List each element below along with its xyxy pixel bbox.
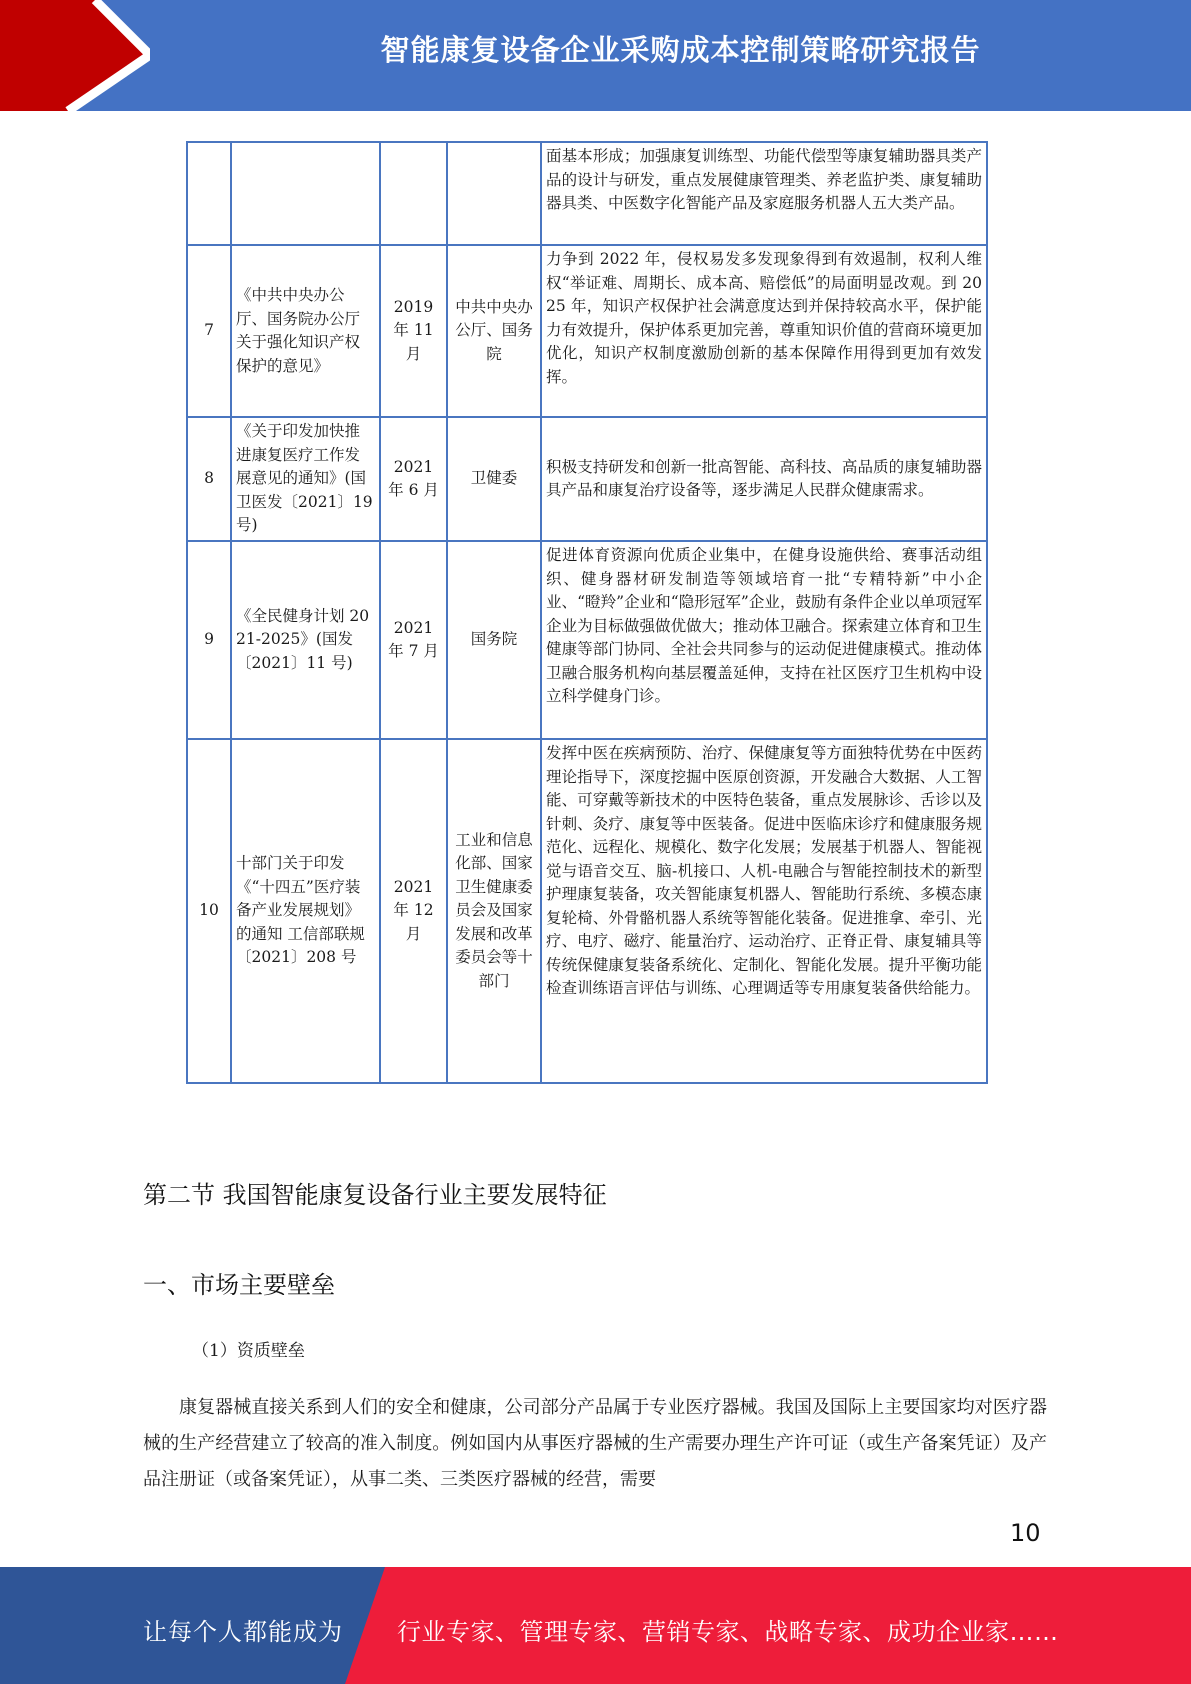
policy-content: 积极支持研发和创新一批高智能、高科技、高品质的康复辅助器具产品和康复治疗设备等，逐步满足人民群众健康需求。 (541, 417, 987, 541)
policy-name: 《全民健身计划 2021-2025》(国发〔2021〕11 号) (231, 541, 380, 739)
body-paragraph: 康复器械直接关系到人们的安全和健康，公司部分产品属于专业医疗器械。我国及国际上主要国家均对医疗器械的生产经营建立了较高的准入制度。例如国内从事医疗器械的生产需要办理生产许可证（或生产备案凭证）及产品注册证（或备案凭证），从事二类、三类医疗器械的经营，需要 (143, 1397, 1047, 1490)
footer-slogan-right: 行业专家、管理专家、营销专家、战略专家、成功企业家…… (397, 1618, 1059, 1646)
issuing-department: 中共中央办公厅、国务院 (447, 245, 541, 417)
issuing-department: 卫健委 (447, 417, 541, 541)
policy-name: 《中共中央办公厅、国务院办公厅关于强化知识产权保护的意见》 (231, 245, 380, 417)
page-number: 10 (1010, 1519, 1041, 1547)
policy-name: 《关于印发加快推进康复医疗工作发展意见的通知》(国卫医发〔2021〕19 号) (231, 417, 380, 541)
issuing-department: 国务院 (447, 541, 541, 739)
row-number: 7 (187, 245, 231, 417)
row-number (187, 142, 231, 245)
issue-date (380, 142, 447, 245)
table-row (187, 142, 987, 245)
table-row (187, 541, 987, 739)
item-heading: （1）资质壁垒 (192, 1341, 305, 1361)
issue-date: 2021 年 12 月 (380, 739, 447, 1083)
issue-date: 2021 年 7 月 (380, 541, 447, 739)
issuing-department (447, 142, 541, 245)
table-row (187, 739, 987, 1083)
policy-name (231, 142, 380, 245)
subsection-title: 一、市场主要壁垒 (143, 1271, 335, 1299)
row-number: 10 (187, 739, 231, 1083)
issuing-department: 工业和信息化部、国家卫生健康委员会及国家发展和改革委员会等十部门 (447, 739, 541, 1083)
table-row (187, 245, 987, 417)
policy-content: 促进体育资源向优质企业集中，在健身设施供给、赛事活动组织、健身器材研发制造等领域培育一批“专精特新”中小企业、“瞪羚”企业和“隐形冠军”企业，鼓励有条件企业以单项冠军企业为目标做强做优做大；推动体卫融合。探索建立体育和卫生健康等部门协同、全社会共同参与的运动促进健康模式。推动体卫融合服务机构向基层覆盖延伸，支持在社区医疗卫生机构中设立科学健身门诊。 (541, 541, 987, 739)
report-title: 智能康复设备企业采购成本控制策略研究报告 (380, 33, 981, 67)
header-arrow-decoration (0, 0, 150, 111)
table-row (187, 417, 987, 541)
policy-name: 十部门关于印发《“十四五”医疗装备产业发展规划》的通知 工信部联规〔2021〕208 号 (231, 739, 380, 1083)
issue-date: 2021 年 6 月 (380, 417, 447, 541)
policy-content: 发挥中医在疾病预防、治疗、保健康复等方面独特优势在中医药理论指导下，深度挖掘中医原创资源，开发融合大数据、人工智能、可穿戴等新技术的中医特色装备，重点发展脉诊、舌诊以及针刺、灸疗、康复等中医装备。促进中医临床诊疗和健康服务规范化、远程化、规模化、数字化发展；发展基于机器人、智能视觉与语音交互、脑-机接口、人机-电融合与智能控制技术的新型护理康复装备，攻关智能康复机器人、智能助行系统、多模态康复轮椅、外骨骼机器人系统等智能化装备。促进推拿、牵引、光疗、电疗、磁疗、能量治疗、运动治疗、正脊正骨、康复辅具等传统保健康复装备系统化、定制化、智能化发展。提升平衡功能检查训练语言评估与训练、心理调适等专用康复装备供给能力。 (541, 739, 987, 1083)
page-header (0, 0, 1191, 111)
issue-date: 2019 年 11 月 (380, 245, 447, 417)
row-number: 9 (187, 541, 231, 739)
policy-content: 面基本形成；加强康复训练型、功能代偿型等康复辅助器具类产品的设计与研发，重点发展健康管理类、养老监护类、康复辅助器具类、中医数字化智能产品及家庭服务机器人五大类产品。 (541, 142, 987, 245)
policy-content: 力争到 2022 年，侵权易发多发现象得到有效遏制，权利人维权“举证难、周期长、成本高、赔偿低”的局面明显改观。到 2025 年，知识产权保护社会满意度达到并保持较高水平，保护能力有效提升，保护体系更加完善，尊重知识价值的营商环境更加优化，知识产权制度激励创新的基本保障作用得到更加有效发挥。 (541, 245, 987, 417)
policy-table (186, 141, 988, 1084)
row-number: 8 (187, 417, 231, 541)
footer-slogan-left: 让每个人都能成为 (143, 1618, 343, 1646)
section-title: 第二节 我国智能康复设备行业主要发展特征 (143, 1181, 607, 1209)
